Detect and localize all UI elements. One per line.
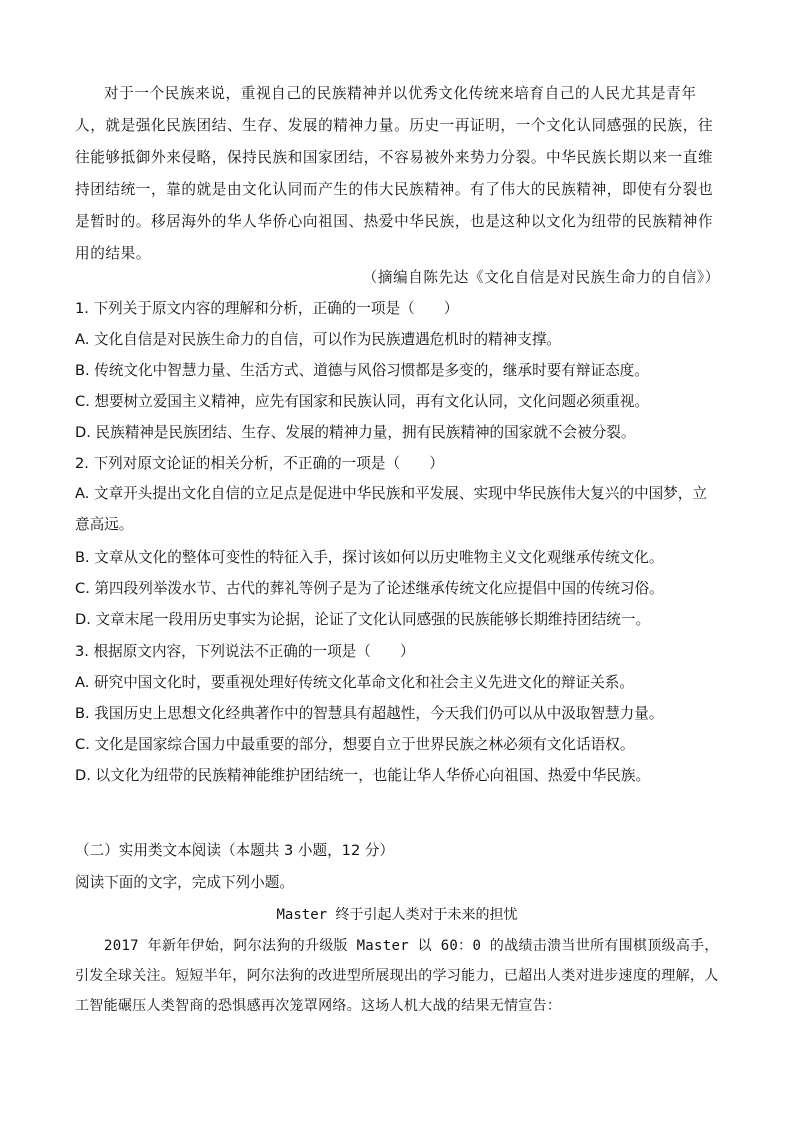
question-2-option-d: D. 文章末尾一段用历史事实为论据，论证了文化认同感强的民族能够长期维持团结统一。 [75, 611, 651, 628]
question-3-option-a: A. 研究中国文化时，要重视处理好传统文化革命文化和社会主义先进文化的辩证关系。 [75, 674, 634, 691]
question-1-stem: 1. 下列关于原文内容的理解和分析，正确的一项是（ ） [75, 300, 459, 317]
question-3-option-b: B. 我国历史上思想文化经典著作中的智慧具有超越性，今天我们仍可以从中汲取智慧力量。 [75, 705, 664, 722]
article-title: Master 终于引起人类对于未来的担忧 [276, 907, 518, 923]
question-2-option-c: C. 第四段列举泼水节、古代的葬礼等例子是为了论述继承传统文化应提倡中国的传统习俗。 [75, 580, 664, 597]
question-2-option-b: B. 文章从文化的整体可变性的特征入手，探讨该如何以历史唯物主义文化观继承传统文化。 [75, 549, 664, 566]
question-3-option-c: C. 文化是国家综合国力中最重要的部分，想要自立于世界民族之林必须有文化话语权。 [75, 736, 635, 753]
section-title: （二）实用类文本阅读（本题共 3 小题，12 分） [75, 842, 395, 859]
question-2-stem: 2. 下列对原文论证的相关分析，不正确的一项是（ ） [75, 455, 444, 472]
reading-instruction: 阅读下面的文字，完成下列小题。 [75, 874, 294, 891]
article-body: 2017 年新年伊始，阿尔法狗的升级版 Master 以 60：0 的战绩击溃当世所有围棋顶级高手，引发全球关注。短短半年，阿尔法狗的改进型所展现出的学习能力，已超出人类对进步速度的理解，人工智能碾压人类智商的恐惧感再次笼罩网络。这场人机大战的结果无情宣告： [75, 938, 719, 1014]
passage-paragraph: 对于一个民族来说，重视自己的民族精神并以优秀文化传统来培育自己的人民尤其是青年人，就是强化民族团结、生存、发展的精神力量。历史一再证明，一个文化认同感强的民族，往往能够抵御外来侵略，保持民族和国家团结，不容易被外来势力分裂。中华民族长期以来一直维持团结统一，靠的就是由文化认同而产生的伟大民族精神。有了伟大的民族精神，即使有分裂也是暂时的。移居海外的华人华侨心向祖国、热爱中华民族，也是这种以文化为纽带的民族精神作用的结果。 [75, 85, 714, 262]
question-3-stem: 3. 根据原文内容，下列说法不正确的一项是（ ） [75, 643, 415, 660]
question-1-option-d: D. 民族精神是民族团结、生存、发展的精神力量，拥有民族精神的国家就不会被分裂。 [75, 424, 636, 441]
question-1-option-a: A. 文化自信是对民族生命力的自信，可以作为民族遭遇危机时的精神支撑。 [75, 331, 562, 348]
passage-source: （摘编自陈先达《文化自信是对民族生命力的自信》） [362, 269, 720, 286]
question-3-option-d: D. 以文化为纽带的民族精神能维护团结统一，也能让华人华侨心向祖国、热爱中华民族。 [75, 767, 651, 784]
question-2-option-a: A. 文章开头提出文化自信的立足点是促进中华民族和平发展、实现中华民族伟大复兴的中国梦，立意高远。 [75, 485, 707, 533]
question-1-option-b: B. 传统文化中智慧力量、生活方式、道德与风俗习惯都是多变的，继承时要有辩证态度。 [75, 362, 649, 379]
question-1-option-c: C. 想要树立爱国主义精神，应先有国家和民族认同，再有文化认同，文化问题必须重视。 [75, 393, 650, 410]
